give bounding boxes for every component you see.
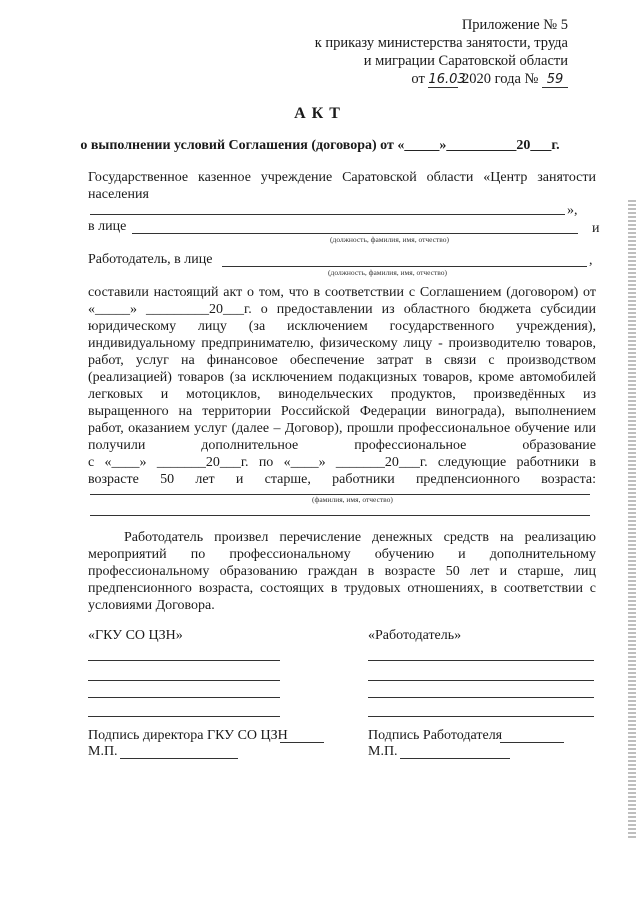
header-date-prefix: от	[411, 71, 425, 87]
para2-line-2: мероприятий по профессиональному обучению и дополнительному	[88, 547, 596, 562]
scan-edge-artifact	[628, 200, 636, 840]
employer-caption: (должность, фамилия, имя, отчество)	[328, 268, 448, 277]
header-date-suffix: 2020 года №	[462, 71, 539, 87]
intro-person-line	[132, 233, 578, 234]
para2-line-3: профессиональному образованию граждан в возрасте 50 лет и старше, лиц	[88, 564, 596, 579]
body-line-6: (реализацией) товаров (за исключением подакцизных товаров, кроме автомобилей	[88, 370, 596, 385]
right-col-sign-line	[500, 742, 564, 743]
body-line-2: «_____» _________20___г. о предоставлении из областного бюджета субсидии	[88, 302, 596, 317]
para2-line-4: предпенсионного возраста, состоящих в трудовых отношениях, в соответствии с	[88, 581, 596, 596]
document-title: АКТ	[294, 105, 346, 122]
body-line-11: с «____» _______20___г. по «____» _______20___г. следующие работники в	[88, 455, 596, 470]
document-subtitle: о выполнении условий Соглашения (договора) от «_____»__________20___г.	[80, 138, 560, 153]
header-order: к приказу министерства занятости, труда	[314, 35, 568, 51]
employer-end: ,	[589, 253, 593, 268]
right-col-line-2	[368, 680, 594, 681]
para2-line-1: Работодатель произвел перечисление денежных средств на реализацию	[124, 530, 596, 545]
left-col-mp-line	[120, 758, 238, 759]
left-col-line-2	[88, 680, 280, 681]
employer-person-line	[222, 266, 587, 267]
body-line-8: выращенного на территории Российской Федерации винограда), выполнением	[88, 404, 596, 419]
right-col-sign-label: Подпись Работодателя	[368, 728, 503, 743]
right-col-title: «Работодатель»	[368, 628, 462, 643]
intro-line-3-end: »,	[567, 203, 578, 218]
left-col-title: «ГКУ СО ЦЗН»	[88, 628, 183, 643]
body-line-7: легковых и мотоциклов, винодельческих продуктов, произведённых из	[88, 387, 596, 402]
handwritten-number: 59	[542, 73, 568, 88]
right-col-line-3	[368, 697, 594, 698]
workers-line-2	[90, 515, 590, 516]
body-line-1: составили настоящий акт о том, что в соответствии с Соглашением (договором) от	[88, 285, 596, 300]
body-line-3: юридическому лицу (за исключением государственного учреждения),	[88, 319, 596, 334]
body-line-12: возрасте 50 лет и старше, работники предпенсионного возраста:	[88, 472, 596, 487]
left-col-line-3	[88, 697, 280, 698]
left-col-line-4	[88, 716, 280, 717]
employer-label: Работодатель, в лице	[88, 252, 213, 267]
right-col-line-1	[368, 660, 594, 661]
intro-caption: (должность, фамилия, имя, отчество)	[330, 235, 450, 244]
right-col-mp: М.П.	[368, 744, 398, 759]
intro-line-2: населения	[88, 187, 149, 202]
header-ministry: и миграции Саратовской области	[363, 53, 568, 69]
header-appendix: Приложение № 5	[461, 17, 568, 33]
intro-in-person-label: в лице	[88, 219, 127, 234]
right-col-mp-line	[400, 758, 510, 759]
intro-line-1: Государственное казенное учреждение Саратовской области «Центр занятости	[88, 170, 596, 185]
header-date-line	[411, 71, 568, 88]
para2-line-5: условиями Договора.	[88, 598, 215, 613]
body-line-4: индивидуальному предпринимателю, физическому лицу - производителю товаров,	[88, 336, 596, 351]
right-col-line-4	[368, 716, 594, 717]
body-line-10: получили дополнительное профессиональное образование	[88, 438, 596, 453]
handwritten-date: 16.03	[428, 72, 466, 87]
body-line-5: работ, услуг на финансовое обеспечение затрат в связи с производством	[88, 353, 596, 368]
intro-blank-line	[90, 214, 565, 215]
intro-and: и	[592, 221, 600, 236]
body-line-9: работ, оказанием услуг (далее – Договор), прошли профессиональное обучение или	[88, 421, 596, 436]
workers-caption: (фамилия, имя, отчество)	[312, 495, 393, 504]
left-col-mp: М.П.	[88, 744, 118, 759]
left-col-sign-line	[280, 742, 324, 743]
left-col-sign-label: Подпись директора ГКУ СО ЦЗН	[88, 728, 288, 743]
left-col-line-1	[88, 660, 280, 661]
